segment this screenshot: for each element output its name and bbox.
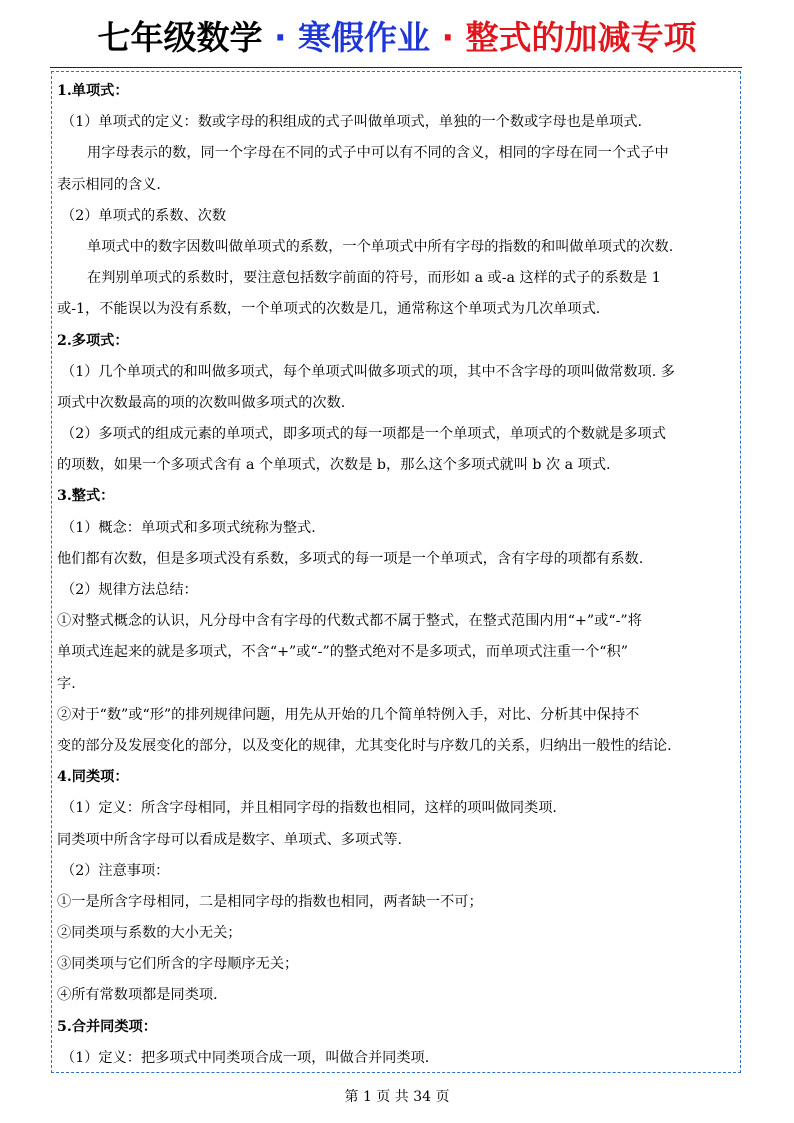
- text-line: 表示相同的含义.: [57, 176, 161, 193]
- title-winter-homework: 寒假作业: [298, 18, 430, 57]
- text-line: 同类项中所含字母可以看成是数字、单项式、多项式等.: [57, 831, 403, 848]
- text-line: （2）规律方法总结：: [61, 582, 198, 598]
- text-line: （1）定义：把多项式中同类项合成一项，叫做合并同类项.: [61, 1049, 430, 1066]
- text-line: ②同类项与系数的大小无关；: [57, 925, 242, 942]
- section-heading-combine-like-terms: 5.合并同类项：: [57, 1018, 157, 1035]
- text-line: （1）单项式的定义：数或字母的积组成的式子叫做单项式，单独的一个数或字母也是单项式.: [61, 114, 643, 131]
- title-grade-subject: 七年级数学: [97, 18, 263, 57]
- text-line: 变的部分及发展变化的部分，以及变化的规律，尤其变化时与序数几的关系，归纳出一般性的结论.: [57, 737, 672, 754]
- text-line: ③同类项与它们所含的字母顺序无关；: [57, 956, 299, 973]
- text-line: 单项式连起来的就是多项式，不含“+”或“-”的整式绝对不是多项式，而单项式注重一个“积”: [57, 644, 628, 661]
- text-line: ①对整式概念的认识，凡分母中含有字母的代数式都不属于整式，在整式范围内用“+”或“-”将: [57, 613, 642, 630]
- header-divider: [50, 67, 742, 68]
- section-heading-like-terms: 4.同类项：: [57, 769, 129, 786]
- text-line: ①一是所含字母相同，二是相同字母的指数也相同，两者缺一不可；: [57, 893, 483, 910]
- section-heading-monomial: 1.单项式：: [57, 83, 129, 99]
- text-line: 字.: [57, 675, 76, 692]
- text-line: 用字母表示的数，同一个字母在不同的式子中可以有不同的含义，相同的字母在同一个式子中: [87, 145, 669, 162]
- text-line: 他们都有次数，但是多项式没有系数，多项式的每一项是一个单项式，含有字母的项都有系数.: [57, 550, 644, 567]
- title-topic: 整式的加减专项: [465, 18, 697, 57]
- text-line: （2）单项式的系数、次数: [61, 207, 227, 224]
- page-number: 第 1 页 共 34 页: [344, 1089, 450, 1105]
- text-line: 项式中次数最高的项的次数叫做多项式的次数.: [57, 394, 346, 411]
- text-line: 单项式中的数字因数叫做单项式的系数，一个单项式中所有字母的指数的和叫做单项式的次数.: [87, 238, 674, 255]
- section-heading-integral-expression: 3.整式：: [57, 488, 115, 505]
- text-line: （1）概念：单项式和多项式统称为整式.: [61, 519, 316, 536]
- text-line: （2）注意事项：: [61, 862, 170, 879]
- text-line: ②对于“数”或“形”的排列规律问题，用先从开始的几个简单特例入手，对比、分析其中保持不: [57, 706, 640, 723]
- section-heading-polynomial: 2.多项式：: [57, 332, 129, 349]
- title-separator: ·: [273, 18, 287, 57]
- text-line: （1）定义：所含字母相同，并且相同字母的指数也相同，这样的项叫做同类项.: [61, 800, 557, 817]
- page-title: [0, 14, 794, 62]
- content-body: [57, 76, 740, 1074]
- text-line: 或-1，不能误以为没有系数，一个单项式的次数是几，通常称这个单项式为几次单项式.: [57, 301, 601, 318]
- text-line: 在判别单项式的系数时，要注意包括数字前面的符号，而形如 a 或-a 这样的式子的系数是 1: [87, 270, 661, 287]
- text-line: ④所有常数项都是同类项.: [57, 987, 218, 1004]
- text-line: （2）多项式的组成元素的单项式，即多项式的每一项都是一个单项式，单项式的个数就是多项式: [61, 426, 666, 443]
- text-line: 的项数，如果一个多项式含有 a 个单项式，次数是 b，那么这个多项式就叫 b 次 a 项式.: [57, 457, 611, 474]
- text-line: （1）几个单项式的和叫做多项式，每个单项式叫做多项式的项，其中不含字母的项叫做常数项. 多: [61, 363, 675, 380]
- title-separator: ·: [441, 18, 455, 57]
